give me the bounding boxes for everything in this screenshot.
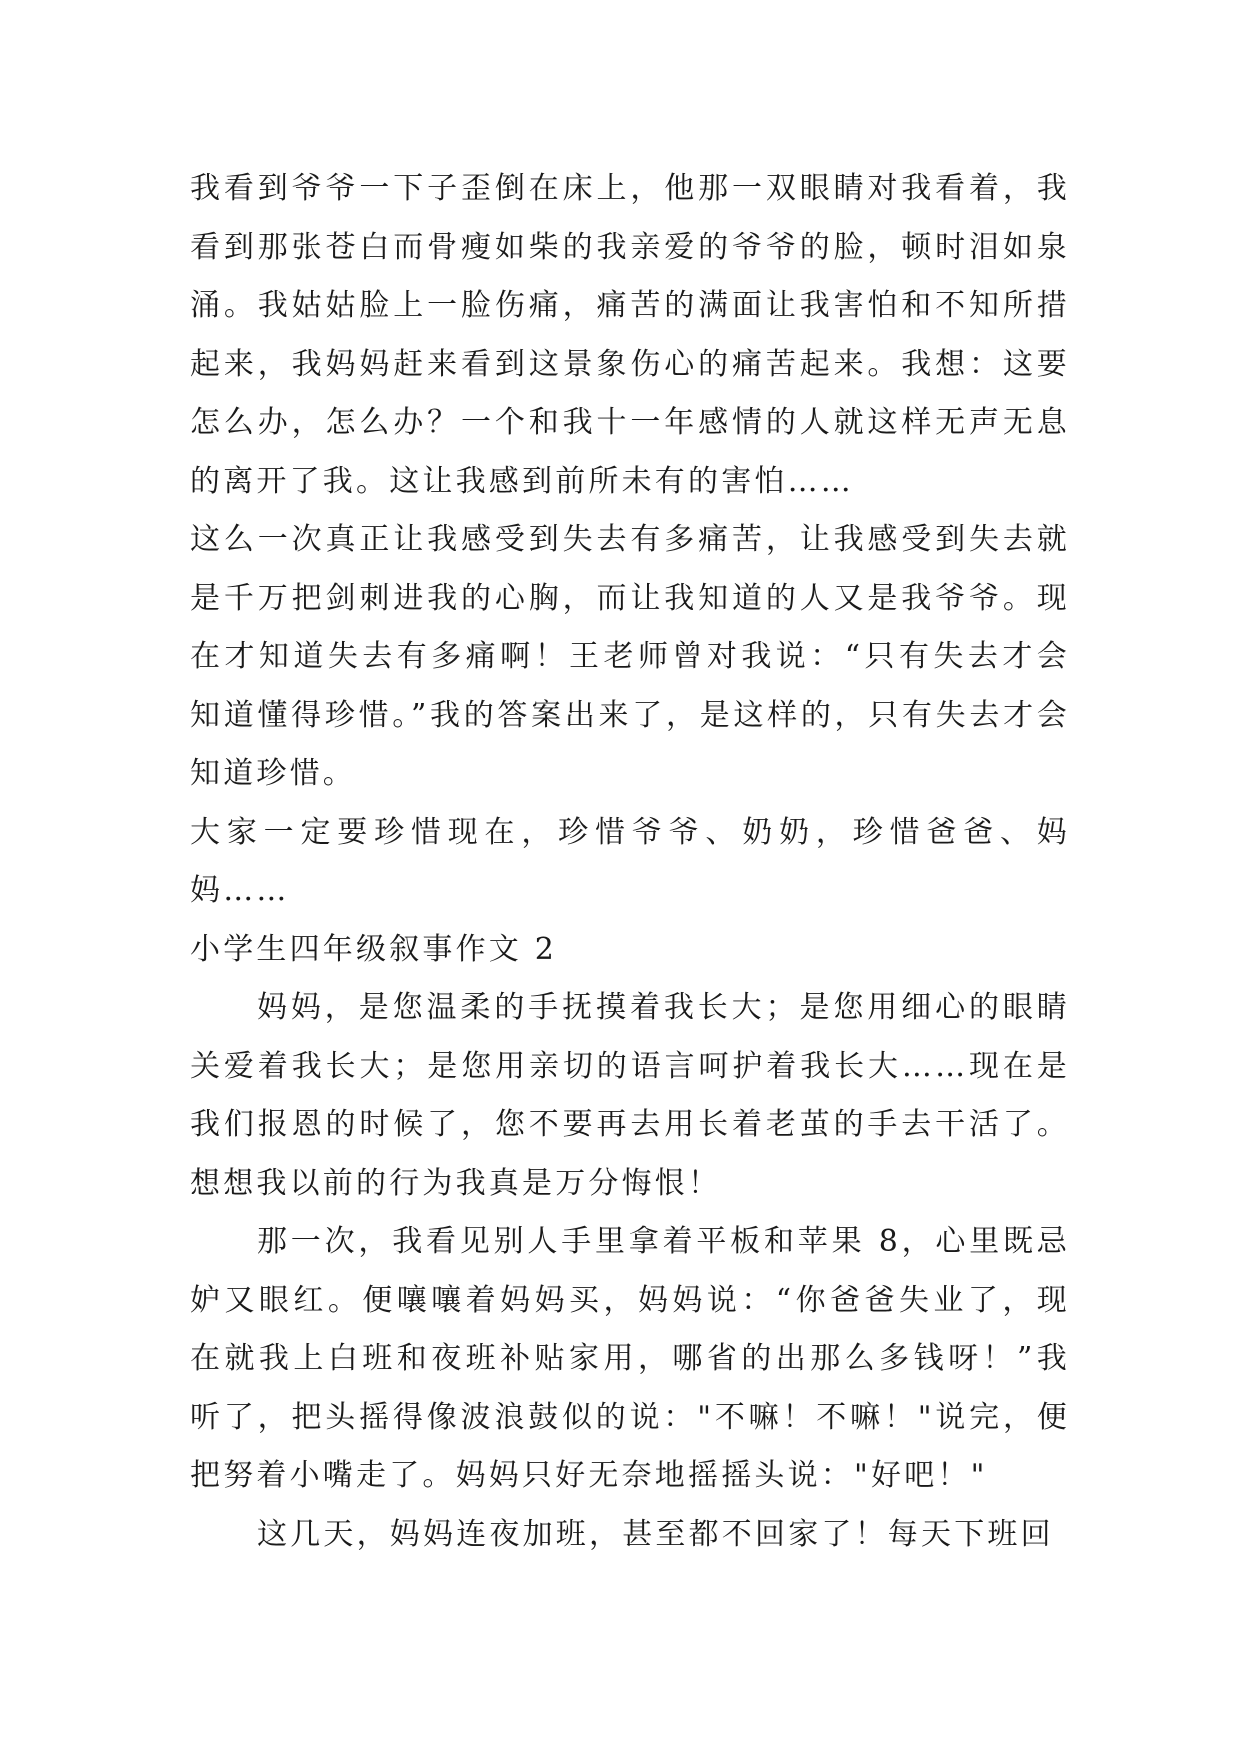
paragraph-loss-lesson: 这么一次真正让我感受到失去有多痛苦，让我感受到失去就是千万把剑刺进我的心胸，而让我知道的人又是我爷爷。现在才知道失去有多痛啊！王老师曾对我说：“只有失去才会知道懂得珍惜。”我的答案出来了，是这样的，只有失去才会知道珍惜。	[190, 522, 1070, 791]
section-title: 小学生四年级叙事作文 2	[190, 931, 558, 967]
paragraph-cherish: 大家一定要珍惜现在，珍惜爷爷、奶奶，珍惜爸爸、妈妈……	[190, 814, 1070, 908]
document-body	[190, 160, 1070, 1564]
paragraph-tablet-request: 那一次，我看见别人手里拿着平板和苹果 8，心里既忌妒又眼红。便嚷嚷着妈妈买，妈妈说：“你爸爸失业了，现在就我上白班和夜班补贴家用，哪省的出那么多钱呀！”我听了，把头摇得像波浪鼓似的说："不嘛！不嘛！"说完，便把努着小嘴走了。妈妈只好无奈地摇摇头说："好吧！"	[190, 1224, 1070, 1493]
paragraph-mother-care: 妈妈，是您温柔的手抚摸着我长大；是您用细心的眼睛关爱着我长大；是您用亲切的语言呵护着我长大……现在是我们报恩的时候了，您不要再去用长着老茧的手去干活了。想想我以前的行为我真是万分悔恨！	[190, 990, 1070, 1201]
paragraph-grandpa-passing: 我看到爷爷一下子歪倒在床上，他那一双眼睛对我看着，我看到那张苍白而骨瘦如柴的我亲爱的爷爷的脸，顿时泪如泉涌。我姑姑脸上一脸伤痛，痛苦的满面让我害怕和不知所措起来，我妈妈赶来看到这景象伤心的痛苦起来。我想：这要怎么办，怎么办？一个和我十一年感情的人就这样无声无息的离开了我。这让我感到前所未有的害怕……	[190, 171, 1070, 499]
paragraph-overtime: 这几天，妈妈连夜加班，甚至都不回家了！每天下班回	[257, 1516, 1054, 1552]
